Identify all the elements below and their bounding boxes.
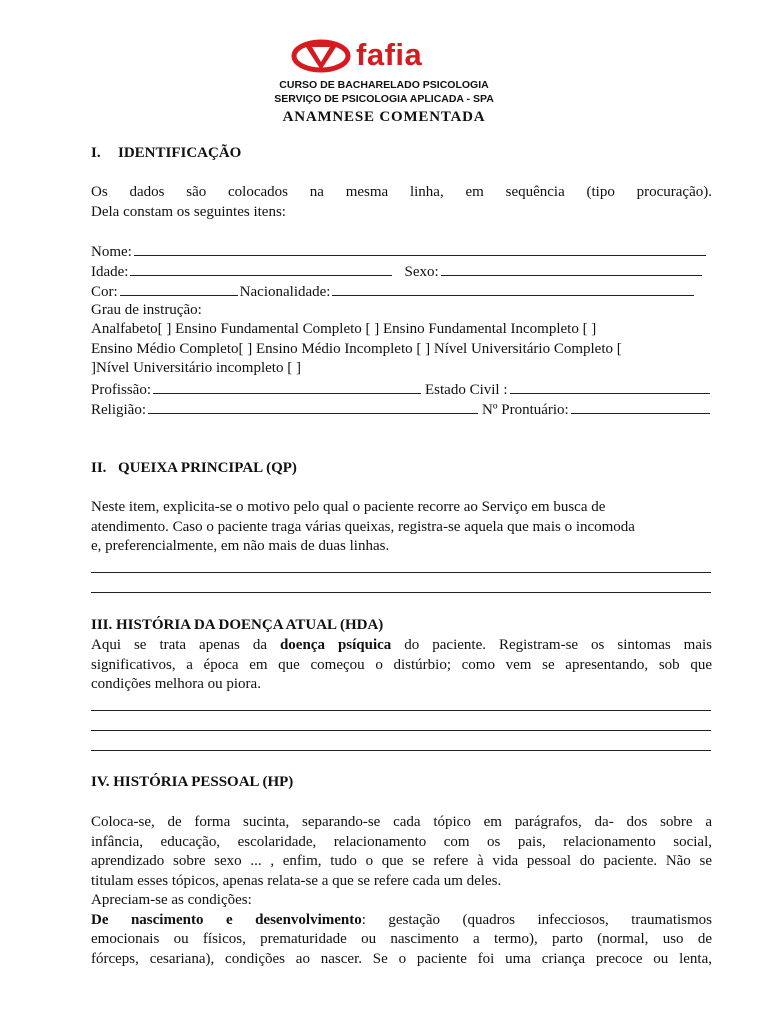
section-4-p3-line3: fórceps, cesariana), condições ao nascer. Se o paciente foi uma criança precoce ou lenta, — [91, 950, 712, 967]
section-3-line2: significativos, a época em que começou o distúrbio; como vem se apresentando, sob que — [91, 656, 712, 673]
section-2-line1: Neste item, explicita-se o motivo pelo qual o paciente recorre ao Serviço em busca de — [91, 499, 606, 515]
field-idade-row — [91, 262, 712, 282]
field-religiao-blank[interactable] — [148, 400, 478, 414]
field-nacionalidade-blank[interactable] — [332, 282, 694, 296]
fafia-logo — [284, 38, 484, 78]
section-3-line1 — [91, 636, 712, 656]
section-3-line1-bold: doença psíquica — [279, 637, 392, 653]
course-line: CURSO DE BACHARELADO PSICOLOGIA — [279, 79, 489, 91]
document-header — [0, 38, 768, 127]
answer-line[interactable] — [91, 592, 711, 593]
field-idade-label: Idade: — [91, 264, 129, 280]
section-1-intro-line1: Os dados são colocados na mesma linha, em sequência (tipo procuração). — [91, 184, 712, 200]
section-4-number: IV. — [91, 774, 110, 790]
field-estado-civil-blank[interactable] — [510, 380, 711, 394]
field-profissao-label: Profissão: — [91, 382, 151, 398]
field-sexo-blank[interactable] — [441, 262, 702, 276]
field-religiao-row — [91, 400, 712, 420]
section-3-number: III. — [91, 617, 113, 633]
section-1-intro-line2: Dela constam os seguintes itens: — [91, 203, 286, 220]
logo-emblem-icon — [290, 38, 354, 74]
section-3-text — [91, 636, 712, 695]
field-idade-blank[interactable] — [130, 262, 392, 276]
field-cor-blank[interactable] — [120, 282, 238, 296]
section-4-title: HISTÓRIA PESSOAL (HP) — [113, 774, 294, 790]
field-sexo-label: Sexo: — [404, 264, 439, 280]
field-profissao-row — [91, 380, 712, 400]
section-4-p1-line2: infância, educação, escolaridade, relacionamento com os pais, relacionamento social, — [91, 833, 712, 850]
section-3-line1-post: do paciente. Registram-se os sintomas mais — [391, 637, 713, 653]
answer-line[interactable] — [91, 710, 711, 711]
field-nacionalidade-label: Nacionalidade: — [239, 284, 331, 300]
section-4-p1-line3: aprendizado sobre sexo ... , enfim, tudo o que se refere à vida pessoal do paciente. Não se — [91, 853, 712, 869]
field-nome-row — [91, 242, 712, 262]
section-2-number: II. — [91, 460, 107, 476]
field-nome-blank[interactable] — [134, 242, 706, 256]
section-2-heading — [91, 458, 297, 478]
section-2-line2: atendimento. Caso o paciente traga várias queixas, registra-se aquela que mais o incomoda — [91, 518, 635, 535]
education-options-line3[interactable]: ]Nível Universitário incompleto [ ] — [91, 360, 301, 376]
field-prontuario-blank[interactable] — [571, 400, 710, 414]
answer-line[interactable] — [91, 572, 711, 573]
logo-wordmark: fafia — [356, 37, 423, 72]
document-title: ANAMNESE COMENTADA — [282, 109, 486, 125]
field-religiao-label: Religião: — [91, 402, 146, 418]
service-line: SERVIÇO DE PSICOLOGIA APLICADA - SPA — [274, 93, 494, 105]
field-grau-label: Grau de instrução: — [91, 302, 202, 318]
section-4-p3-line2: emocionais ou físicos, prematuridade ou nascimento a termo), parto (normal, uso de — [91, 931, 712, 947]
field-estado-civil-label: Estado Civil : — [425, 382, 508, 398]
section-3-title: HISTÓRIA DA DOENÇA ATUAL (HDA) — [116, 617, 384, 633]
section-4-text — [91, 813, 712, 969]
section-4-p1-line1: Coloca-se, de forma sucinta, separando-se cada tópico em parágrafos, da- dos sobre a — [91, 814, 712, 830]
section-1-number: I. — [91, 145, 101, 161]
section-1-intro — [91, 183, 712, 222]
field-cor-label: Cor: — [91, 284, 118, 300]
field-cor-row — [91, 282, 712, 302]
section-4-p3-line1 — [91, 911, 712, 931]
section-2-text — [91, 498, 712, 557]
section-1-heading — [91, 143, 241, 163]
education-options-line1[interactable]: Analfabeto[ ] Ensino Fundamental Completo [ ] Ensino Fundamental Incompleto [ ] — [91, 321, 597, 337]
section-3-line3: condições melhora ou piora. — [91, 676, 261, 692]
section-2-line3: e, preferencialmente, em não mais de duas linhas. — [91, 538, 390, 554]
section-4-p3-bold: De nascimento e desenvolvimento — [91, 911, 362, 928]
answer-line[interactable] — [91, 750, 711, 751]
section-3-line1-pre: Aqui se trata apenas da — [91, 637, 280, 653]
answer-line[interactable] — [91, 730, 711, 731]
field-nome-label: Nome: — [91, 244, 132, 260]
field-profissao-blank[interactable] — [153, 380, 421, 394]
section-1-title: IDENTIFICAÇÃO — [118, 145, 242, 161]
section-4-p3-line1-rest: : gestação (quadros infecciosos, traumatismos — [361, 911, 713, 928]
education-options-line2[interactable]: Ensino Médio Completo[ ] Ensino Médio Incompleto [ ] Nível Universitário Completo [ — [91, 341, 622, 357]
section-4-p2: Apreciam-se as condições: — [91, 892, 252, 908]
field-prontuario-label: Nº Prontuário: — [482, 402, 569, 418]
section-2-title: QUEIXA PRINCIPAL (QP) — [118, 460, 297, 476]
section-3-heading — [91, 615, 383, 635]
section-4-heading — [91, 772, 293, 792]
section-4-p1-line4: titulam esses tópicos, apenas relata-se a que se refere cada um deles. — [91, 872, 502, 889]
